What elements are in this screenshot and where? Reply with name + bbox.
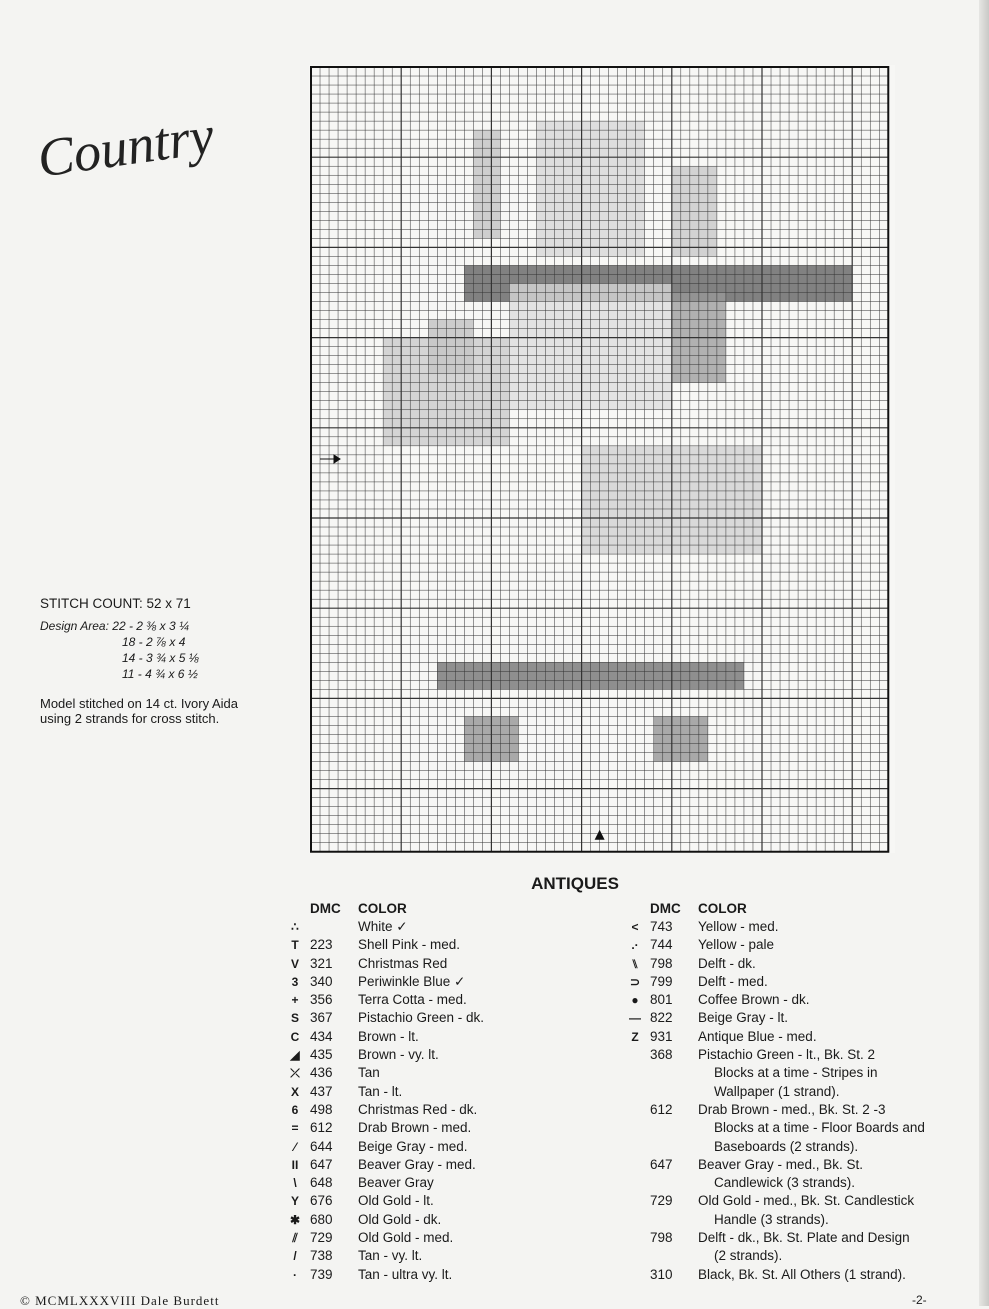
legend-header xyxy=(280,900,484,918)
legend-dmc: 321 xyxy=(310,955,333,971)
legend-color: Old Gold - med., Bk. St. Candlestick xyxy=(698,1193,915,1209)
legend-row xyxy=(620,973,959,991)
legend-color: Tan - vy. lt. xyxy=(358,1248,423,1264)
legend-color: Delft - dk., Bk. St. Plate and Design xyxy=(698,1230,910,1246)
legend-color: Drab Brown - med. xyxy=(358,1120,472,1136)
legend-dmc: 356 xyxy=(310,992,333,1008)
legend-row xyxy=(280,1064,484,1082)
dmc-header: DMC xyxy=(650,901,681,916)
legend-color: Old Gold - lt. xyxy=(358,1193,434,1209)
legend-dmc: 340 xyxy=(310,973,333,989)
backstitch-row xyxy=(620,1211,959,1229)
backstitch-row xyxy=(620,1192,959,1210)
legend-dmc: 368 xyxy=(650,1047,673,1063)
legend-color: Beaver Gray xyxy=(358,1175,434,1191)
backstitch-row xyxy=(620,1046,959,1064)
legend-symbol: — xyxy=(629,1011,641,1026)
legend-color: Christmas Red - dk. xyxy=(358,1101,478,1117)
dmc-header: DMC xyxy=(310,901,341,916)
legend-symbol: < xyxy=(631,920,639,934)
legend-row xyxy=(280,1229,484,1247)
legend-row xyxy=(280,1119,484,1137)
chart-grid xyxy=(309,65,895,853)
legend-symbol: II xyxy=(291,1157,299,1172)
legend-dmc: 223 xyxy=(310,937,333,953)
legend-dmc: 498 xyxy=(310,1101,333,1117)
center-arrow-left-icon xyxy=(320,454,342,464)
legend-color: Tan - ultra vy. lt. xyxy=(358,1266,453,1282)
design-area-label: Design Area: xyxy=(40,619,109,633)
legend-color: Candlewick (3 strands). xyxy=(714,1175,856,1191)
legend-dmc: 436 xyxy=(310,1065,333,1081)
legend-symbol: V xyxy=(290,956,299,971)
legend-color: Pistachio Green - dk. xyxy=(358,1010,485,1026)
legend-dmc: 729 xyxy=(650,1193,673,1209)
legend-color: Old Gold - med. xyxy=(358,1230,454,1246)
legend-dmc: 801 xyxy=(650,992,673,1008)
legend-color: Blocks at a time - Floor Boards and xyxy=(714,1120,925,1136)
legend-row xyxy=(280,1009,484,1027)
page-number: -2- xyxy=(912,1293,927,1307)
backstitch-row xyxy=(620,1083,959,1101)
legend-row xyxy=(280,955,484,973)
legend-color: Wallpaper (1 strand). xyxy=(714,1083,840,1099)
arrow-shape xyxy=(320,455,340,463)
legend-color: Periwinkle Blue ✓ xyxy=(358,973,466,989)
legend-symbol: ∴ xyxy=(291,920,299,934)
legend-symbol: T xyxy=(291,938,299,953)
legend-row xyxy=(280,991,484,1009)
legend-dmc: 739 xyxy=(310,1266,333,1282)
legend-dmc: 680 xyxy=(310,1211,333,1227)
legend-dmc: 822 xyxy=(650,1010,673,1026)
legend-color: Beige Gray - med. xyxy=(358,1138,468,1154)
legend-title: ANTIQUES xyxy=(531,874,619,893)
legend-color: Yellow - pale xyxy=(698,937,775,953)
legend-row xyxy=(280,1211,484,1229)
color-header: COLOR xyxy=(358,901,407,916)
backstitch-row xyxy=(620,1247,959,1265)
legend-color: Delft - med. xyxy=(698,973,768,989)
backstitch-row xyxy=(620,1229,959,1247)
legend-dmc: 743 xyxy=(650,919,673,934)
legend-row xyxy=(280,1174,484,1192)
legend-header xyxy=(620,900,959,918)
legend-color: Yellow - med. xyxy=(698,919,779,934)
legend-dmc: 367 xyxy=(310,1010,333,1026)
legend-color: Drab Brown - med., Bk. St. 2 -3 xyxy=(698,1101,886,1117)
legend-row xyxy=(280,1028,484,1046)
legend-dmc: 798 xyxy=(650,955,673,971)
legend-color: Handle (3 strands). xyxy=(714,1211,829,1227)
legend-symbol: = xyxy=(291,1121,299,1136)
legend-symbol: ⤫ xyxy=(290,1066,300,1081)
legend-color: Baseboards (2 strands). xyxy=(714,1138,859,1154)
legend-color: Brown - lt. xyxy=(358,1028,419,1044)
legend-color: Shell Pink - med. xyxy=(358,937,461,953)
legend-row xyxy=(280,1138,484,1156)
design-area-22: 22 - 2 ⅜ x 3 ¼ xyxy=(112,619,189,633)
legend-color: Beige Gray - lt. xyxy=(698,1010,789,1026)
legend-row xyxy=(280,1083,484,1101)
stitch-count: STITCH COUNT: 52 x 71 xyxy=(40,596,191,611)
model-note: Model stitched on 14 ct. Ivory Aida using 2 strands for cross stitch. xyxy=(40,696,238,726)
legend-dmc: 644 xyxy=(310,1138,333,1154)
cross-stitch-chart xyxy=(309,65,895,853)
legend-color: Blocks at a time - Stripes in xyxy=(714,1065,878,1081)
legend-dmc: 738 xyxy=(310,1248,333,1264)
legend-symbol: C xyxy=(290,1029,300,1044)
legend-symbol: ◢ xyxy=(290,1048,300,1063)
legend-right-column xyxy=(620,900,959,1284)
legend-color: Terra Cotta - med. xyxy=(358,992,467,1008)
legend-symbol: 3 xyxy=(291,974,299,989)
legend-color: Brown - vy. lt. xyxy=(358,1047,439,1063)
legend-row xyxy=(280,918,484,936)
legend-row xyxy=(280,1046,484,1064)
legend-color: Old Gold - dk. xyxy=(358,1211,442,1227)
backstitch-row xyxy=(620,1266,959,1284)
legend-dmc: 931 xyxy=(650,1028,673,1044)
legend-left-column xyxy=(280,900,484,1284)
legend-row xyxy=(620,991,959,1009)
legend-symbol: ● xyxy=(631,993,639,1008)
legend-dmc: 647 xyxy=(650,1156,673,1172)
legend-symbol: · xyxy=(293,1267,297,1282)
legend-color: White ✓ xyxy=(358,919,408,934)
legend-row xyxy=(280,1101,484,1119)
legend-row xyxy=(620,1009,959,1027)
legend-row xyxy=(280,1266,484,1284)
legend-color: Tan - lt. xyxy=(358,1083,403,1099)
legend-dmc: 676 xyxy=(310,1193,333,1209)
legend-color: Beaver Gray - med. xyxy=(358,1156,476,1172)
legend-dmc: 647 xyxy=(310,1156,333,1172)
legend-color: Black, Bk. St. All Others (1 strand). xyxy=(698,1266,906,1282)
legend-color: Antique Blue - med. xyxy=(698,1028,817,1044)
legend-dmc: 612 xyxy=(650,1101,673,1117)
design-area-14: 14 - 3 ¾ x 5 ⅛ xyxy=(122,651,199,665)
legend-color: Tan xyxy=(358,1065,380,1081)
legend-row xyxy=(620,1028,959,1046)
legend-color: Delft - dk. xyxy=(698,955,756,971)
legend-dmc: 437 xyxy=(310,1083,333,1099)
legend-symbol: ⑊ xyxy=(631,956,639,971)
legend-dmc: 435 xyxy=(310,1047,333,1063)
legend-symbol: Z xyxy=(631,1029,639,1044)
legend-dmc: 648 xyxy=(310,1175,333,1191)
legend-row xyxy=(280,936,484,954)
legend-symbol: / xyxy=(293,1249,297,1264)
legend-symbol: ⫽ xyxy=(292,1231,298,1246)
legend-symbol: + xyxy=(291,993,299,1008)
legend-symbol: ⁄ xyxy=(293,1139,296,1154)
legend-row xyxy=(280,1247,484,1265)
design-area-11: 11 - 4 ¾ x 6 ½ xyxy=(122,667,198,681)
legend-symbol: S xyxy=(290,1011,299,1026)
backstitch-row xyxy=(620,1119,959,1137)
legend-dmc: 744 xyxy=(650,937,673,953)
legend-row xyxy=(620,918,959,936)
stitch-info xyxy=(40,596,260,726)
design-area-block xyxy=(40,618,260,634)
backstitch-row xyxy=(620,1101,959,1119)
legend-row xyxy=(280,1156,484,1174)
legend-color: (2 strands). xyxy=(714,1248,783,1264)
legend-symbol: .· xyxy=(631,938,639,953)
legend-color: Christmas Red xyxy=(358,955,448,971)
backstitch-row xyxy=(620,1138,959,1156)
legend-dmc: 310 xyxy=(650,1266,673,1282)
legend-color: Pistachio Green - lt., Bk. St. 2 xyxy=(698,1047,876,1063)
legend-row xyxy=(280,973,484,991)
legend-row xyxy=(620,936,959,954)
legend-dmc: 799 xyxy=(650,973,673,989)
backstitch-row xyxy=(620,1156,959,1174)
legend-row xyxy=(620,955,959,973)
legend-dmc: 729 xyxy=(310,1230,333,1246)
legend-row xyxy=(280,1192,484,1210)
design-area-18: 18 - 2 ⅞ x 4 xyxy=(122,635,186,649)
color-header: COLOR xyxy=(698,901,747,916)
legend-dmc: 434 xyxy=(310,1028,333,1044)
legend-symbol: ✱ xyxy=(289,1212,301,1227)
legend-dmc: 798 xyxy=(650,1230,673,1246)
page-edge xyxy=(979,0,989,1306)
backstitch-row xyxy=(620,1064,959,1082)
legend-symbol: \ xyxy=(293,1176,297,1191)
legend-symbol: ⊃ xyxy=(629,974,641,989)
legend-symbol: X xyxy=(290,1084,299,1099)
legend-symbol: Y xyxy=(290,1194,299,1209)
legend-color: Coffee Brown - dk. xyxy=(698,992,810,1008)
backstitch-row xyxy=(620,1174,959,1192)
page-title: Country xyxy=(33,104,218,189)
copyright-footer: © MCMLXXXVIII Dale Burdett xyxy=(20,1293,220,1308)
legend-symbol: 6 xyxy=(291,1102,299,1117)
legend-color: Beaver Gray - med., Bk. St. xyxy=(698,1156,864,1172)
legend-dmc: 612 xyxy=(310,1120,333,1136)
